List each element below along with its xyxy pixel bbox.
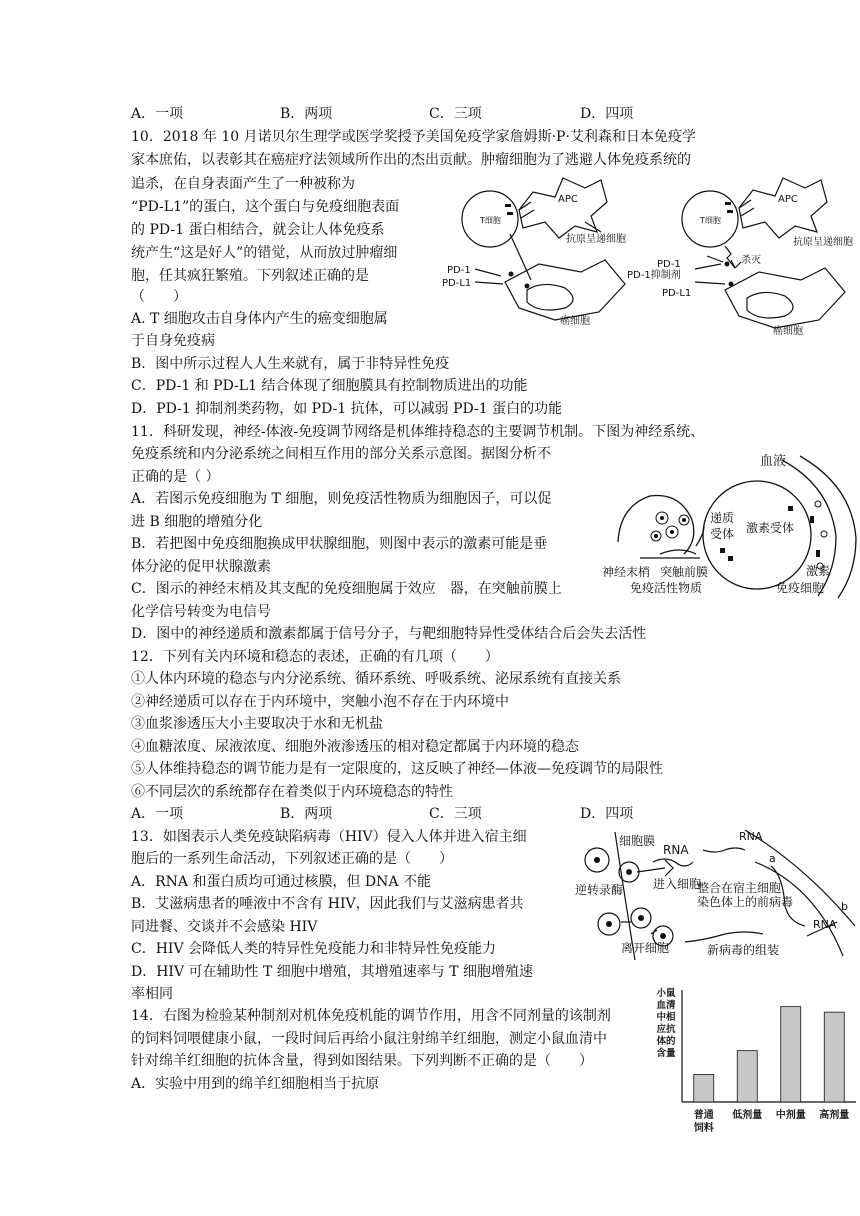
immune-cell-label: 免疫细胞 — [776, 581, 825, 595]
q12-item: ②神经递质可以存在于内环境中，突触小泡不存在于内环境中 — [131, 694, 509, 710]
nerve-ending-label: 神经末梢 — [602, 565, 651, 579]
enter-cell-label: 进入细胞 — [653, 877, 702, 891]
x-tick-label: 低剂量 — [732, 1110, 763, 1121]
neuro-immune-figure — [600, 446, 860, 600]
presynaptic-label: 突触前膜 — [660, 565, 709, 579]
transmitter-label: 递质 — [710, 511, 735, 525]
x-tick-label: 饲料 — [693, 1123, 714, 1134]
x-tick-label: 高剂量 — [819, 1110, 850, 1121]
y-label-line: 体的 — [656, 1036, 676, 1047]
q12-item: ⑤人体维持稳态的调节能力是有一定限度的，这反映了神经—体液—免疫调节的局限性 — [131, 761, 663, 777]
q12-line: 12．下列有关内环境和稳态的表述，正确的有几项（ ） — [131, 649, 499, 665]
q10-line: 统产生“这是好人”的错觉，从而放过肿瘤细 — [131, 245, 398, 261]
q13-option-c: C．HIV 会降低人类的特异性免疫能力和非特异性免疫能力 — [131, 941, 497, 957]
q13-line: 13．如图表示人类免疫缺陷病毒（HIV）侵入人体并进入宿主细 — [131, 829, 527, 845]
q10-option-b: B．图中所示过程人人生来就有，属于非特异性免疫 — [131, 356, 450, 372]
pdl1-label-right: PD-L1 — [662, 288, 692, 299]
q10-line: 10．2018 年 10 月诺贝尔生理学或医学奖授予美国免疫学家詹姆斯·P·艾利森和日本免疫学 — [131, 129, 696, 145]
provirus-label-2: 染色体上的前病毒 — [697, 895, 794, 909]
y-label-line: 应抗 — [656, 1024, 676, 1035]
q9-options — [131, 104, 691, 124]
q11-option-b: B．若把图中免疫细胞换成甲状腺细胞，则图中表示的激素可能是垂 — [131, 536, 548, 552]
x-tick-label: 中剂量 — [775, 1110, 806, 1121]
option-b: B．两项 — [280, 106, 333, 122]
t-cell-label-right: T细胞 — [700, 216, 721, 225]
y-label-line: 中相 — [656, 1012, 676, 1023]
q11-line: 免疫系统和内分泌系统之间相互作用的部分关系示意图。据图分析不 — [131, 446, 551, 462]
q12-item: ①人体内环境的稳态与内分泌系统、循环系统、呼吸系统、泌尿系统有直接关系 — [131, 671, 621, 687]
q13-line: 胞后的一系列生命活动，下列叙述正确的是（ ） — [131, 851, 453, 867]
y-label-line: 血清 — [656, 1000, 676, 1011]
option-c: C．三项 — [429, 806, 482, 822]
option-b: B．两项 — [280, 806, 333, 822]
q13-line: 率相同 — [131, 986, 173, 1002]
bar-0 — [694, 1075, 714, 1103]
q14-line: 的饲料饲喂健康小鼠，一段时间后再给小鼠注射绵羊红细胞，测定小鼠血清中 — [131, 1031, 607, 1047]
label-b: b — [841, 900, 848, 913]
q11-option-a: A．若图示免疫细胞为 T 细胞，则免疫活性物质为细胞因子，可以促 — [131, 491, 552, 507]
provirus-label-1: 整合在宿主细胞 — [697, 881, 782, 895]
q10-line: 的 PD-1 蛋白相结合，就会让人体免疫系 — [131, 222, 385, 238]
apc-label-right: APC — [778, 194, 798, 205]
q11-option-c: C．图示的神经末梢及其支配的免疫细胞属于效应 器，在突触前膜上 — [131, 581, 562, 597]
cancer-label-right: 癌细胞 — [773, 326, 803, 336]
hiv-figure — [575, 826, 860, 966]
pdl1-label-left: PD-L1 — [442, 278, 472, 289]
hormone-receptor-label: 激素受体 — [746, 521, 795, 535]
q11-line: 11．科研发现，神经-体液-免疫调节网络是机体维持稳态的主要调节机制。下图为神经系统、 — [131, 424, 705, 440]
label-a: a — [769, 852, 776, 865]
bar-1 — [737, 1051, 757, 1102]
q11-line: 正确的是（ ） — [131, 469, 220, 485]
pd1-label-right: PD-1 — [657, 259, 681, 270]
chart-ylabel — [656, 987, 676, 1059]
apc-cell-label-left: 抗原呈递细胞 — [566, 234, 626, 245]
q11-line: 化学信号转变为电信号 — [131, 604, 271, 620]
option-d: D．四项 — [580, 806, 634, 822]
q10-option-d: D．PD-1 抑制剂类药物，如 PD-1 抗体，可以减弱 PD-1 蛋白的功能 — [131, 401, 563, 417]
pd1-figure — [435, 172, 860, 336]
q13-option-b: B．艾滋病患者的唾液中不含有 HIV，因此我们与艾滋病患者共 — [131, 896, 524, 912]
q10-line: 胞，任其疯狂繁殖。下列叙述正确的是 — [131, 268, 369, 284]
q14-option-a: A．实验中用到的绵羊红细胞相当于抗原 — [131, 1076, 380, 1092]
membrane-label: 细胞膜 — [619, 834, 656, 848]
q14-line: 14．右图为检验某种制剂对机体免疫机能的调节作用，用含不同剂量的该制剂 — [131, 1008, 611, 1024]
option-d: D．四项 — [580, 106, 634, 122]
q11-option-d: D．图中的神经递质和激素都属于信号分子，与靶细胞特异性受体结合后会失去活性 — [131, 626, 647, 642]
q12-item: ⑥不同层次的系统都存在着类似于内环境稳态的特性 — [131, 784, 453, 800]
q10-line: 于自身免疫病 — [131, 333, 215, 349]
q12-options — [131, 804, 691, 824]
rna-label-2: RNA — [739, 830, 763, 843]
y-label-line: 含量 — [656, 1048, 676, 1059]
q10-line: 家本庶佑，以表彰其在癌症疗法领域所作出的杰出贡献。肿瘤细胞为了逃避人体免疫系统的 — [131, 152, 691, 168]
option-c: C．三项 — [429, 106, 482, 122]
rna-label-1: RNA — [663, 843, 689, 857]
option-a: A．一项 — [131, 806, 184, 822]
kill-label: 杀灭 — [741, 255, 761, 266]
q10-line: “PD-L1”的蛋白，这个蛋白与免疫细胞表面 — [131, 199, 400, 215]
q10-option-c: C．PD-1 和 PD-L1 结合体现了细胞膜具有控制物质进出的功能 — [131, 378, 528, 394]
receptor-label: 受体 — [710, 527, 735, 541]
inhibitor-label: PD-1抑制剂 — [627, 270, 681, 281]
reverse-transcriptase-label: 逆转录酶 — [575, 883, 624, 897]
leave-cell-label: 离开细胞 — [621, 941, 670, 955]
q13-option-a: A．RNA 和蛋白质均可通过核膜，但 DNA 不能 — [131, 874, 431, 890]
apc-label-left: APC — [558, 194, 578, 205]
y-label-line: 小鼠 — [656, 988, 676, 999]
q10-line: 追杀，在自身表面产生了一种被称为 — [131, 176, 355, 192]
q13-option-d: D．HIV 可在辅助性 T 细胞中增殖，其增殖速率与 T 细胞增殖速 — [131, 964, 533, 980]
q13-line: 同进餐、交谈并不会感染 HIV — [131, 919, 318, 935]
q14-line: 针对绵羊红细胞的抗体含量，得到如图结果。下列判断不正确的是（ ） — [131, 1053, 593, 1069]
q11-line: 体分泌的促甲状腺激素 — [131, 559, 271, 575]
antibody-bar-chart — [650, 984, 860, 1140]
blood-label: 血液 — [760, 454, 787, 469]
assembly-label: 新病毒的组装 — [707, 943, 780, 957]
bar-2 — [781, 1007, 801, 1102]
t-cell-label-left: T细胞 — [480, 216, 501, 225]
q12-item: ③血浆渗透压大小主要取决于水和无机盐 — [131, 716, 383, 732]
hormone-label: 激素 — [806, 564, 831, 578]
apc-cell-label-right: 抗原呈递细胞 — [793, 237, 853, 248]
cancer-label-left: 癌细胞 — [560, 316, 590, 327]
q11-line: 进 B 细胞的增殖分化 — [131, 514, 263, 530]
rna-label-3: RNA — [813, 918, 837, 931]
x-tick-label: 普通 — [693, 1110, 714, 1121]
pd1-label-left: PD-1 — [447, 265, 471, 276]
q10-line: （ ） — [131, 289, 187, 305]
option-a: A．一项 — [131, 106, 184, 122]
active-substance-label: 免疫活性物质 — [630, 581, 703, 595]
q12-item: ④血糖浓度、尿液浓度、细胞外液渗透压的相对稳定都属于内环境的稳态 — [131, 739, 579, 755]
bar-3 — [824, 1012, 844, 1102]
q10-option-a: A. T 细胞攻击自身体内产生的癌变细胞属 — [131, 311, 388, 327]
